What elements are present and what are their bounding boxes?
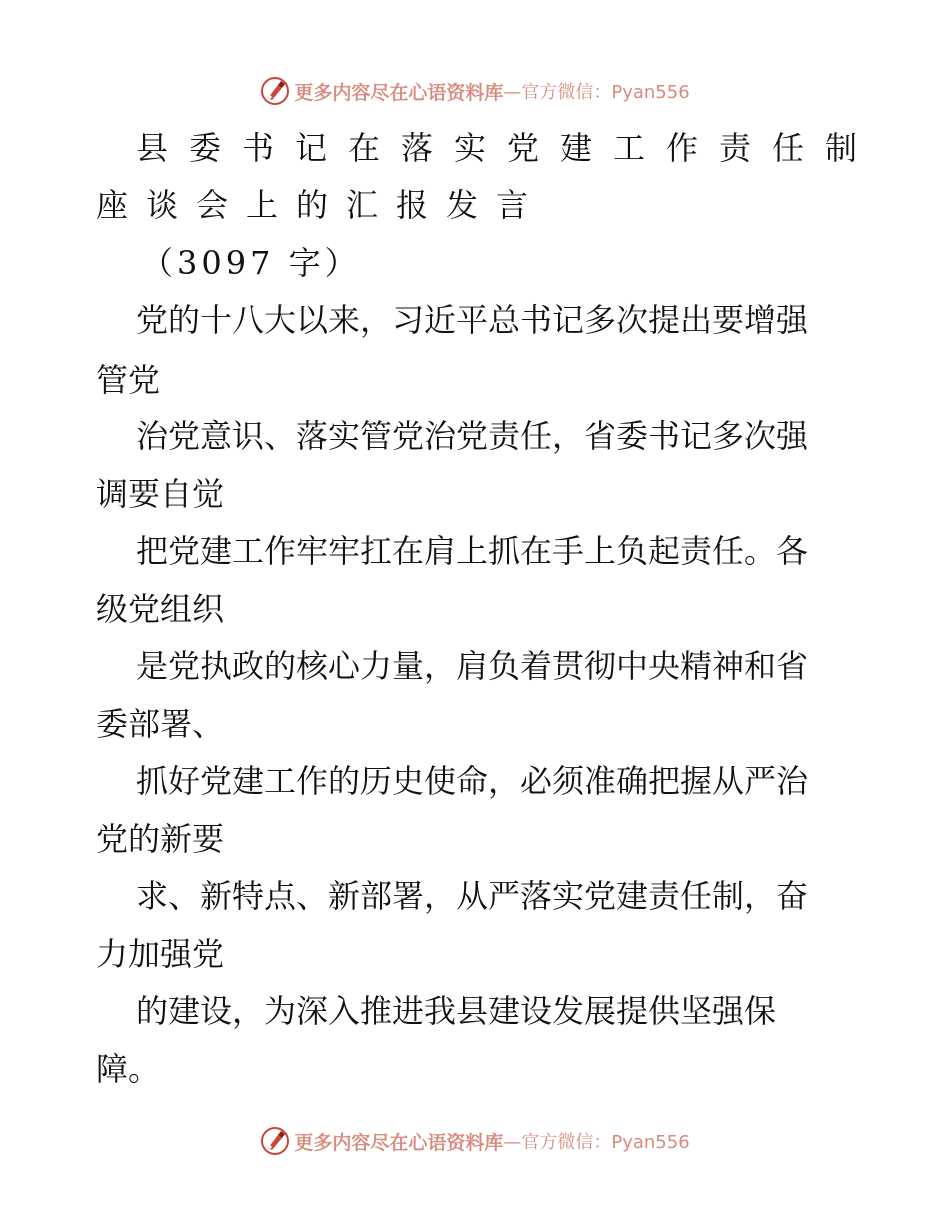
- paragraph-line: 级党组织: [96, 590, 225, 628]
- paragraph-line: 是党执政的核心力量，肩负着贯彻中央精神和省: [136, 647, 809, 685]
- paragraph-line: 抓好党建工作的历史使命，必须准确把握从严治: [136, 762, 809, 800]
- document-title-line-1: 县委书记在落实党建工作责任制: [136, 129, 879, 167]
- watermark-sub-text: —官方微信：Pyan556: [503, 82, 690, 103]
- paragraph-line: 党的十八大以来，习近平总书记多次提出要增强: [136, 301, 809, 339]
- paragraph-line: 的建设，为深入推进我县建设发展提供坚强保: [136, 992, 777, 1030]
- paragraph-line: 管党: [96, 361, 161, 399]
- watermark-main-text: 更多内容尽在心语资料库: [294, 1131, 504, 1154]
- fountain-pen-logo-icon: [260, 1126, 290, 1156]
- document-title-line-2: 座谈会上的汇报发言: [96, 186, 547, 224]
- paragraph-line: 求、新特点、新部署，从严落实党建责任制，奋: [136, 877, 809, 915]
- paragraph-line: 治党意识、落实管党治党责任，省委书记多次强: [136, 417, 809, 455]
- header-watermark: [0, 71, 950, 111]
- paragraph-line: 把党建工作牢牢扛在肩上抓在手上负起责任。各: [136, 532, 809, 570]
- paragraph-line: 党的新要: [96, 820, 225, 858]
- watermark-main-text: 更多内容尽在心语资料库: [294, 81, 504, 104]
- footer-watermark: [0, 1121, 950, 1161]
- word-count: （3097 字）: [141, 244, 361, 282]
- paragraph-line: 调要自觉: [96, 475, 225, 513]
- watermark-sub-text: —官方微信：Pyan556: [503, 1132, 690, 1153]
- paragraph-line: 委部署、: [96, 705, 225, 743]
- fountain-pen-logo-icon: [260, 76, 290, 106]
- paragraph-line: 障。: [96, 1050, 161, 1088]
- paragraph-line: 力加强党: [96, 935, 225, 973]
